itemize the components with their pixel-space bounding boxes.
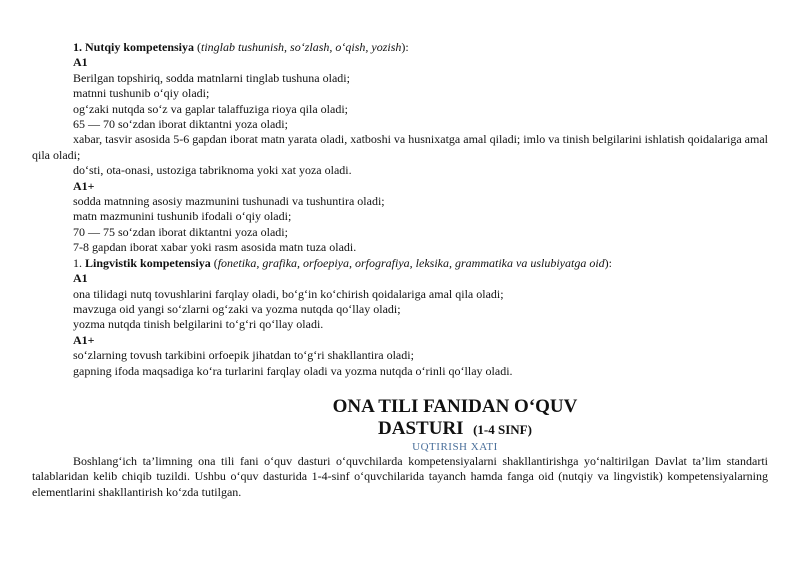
list-item: mavzuga oid yangi so‘zlarni og‘zaki va yozma nutqda qo‘llay oladi; bbox=[73, 301, 401, 316]
heading-paren-close: ): bbox=[604, 255, 612, 270]
list-item: Berilgan topshiriq, sodda matnlarni tinglab tushuna oladi; bbox=[73, 70, 350, 85]
list-item: 65 — 70 so‘zdan iborat diktantni yoza oladi; bbox=[73, 117, 288, 132]
section-heading-speech bbox=[32, 40, 768, 55]
spacer bbox=[32, 379, 768, 396]
title-line-2 bbox=[142, 418, 768, 441]
heading-paren-open: ( bbox=[194, 40, 202, 54]
list-item: so‘zlarning tovush tarkibini orfoepik jihatdan to‘g‘ri shakllantira oladi; bbox=[73, 348, 414, 363]
document-page bbox=[32, 40, 768, 500]
list-item: 70 — 75 so‘zdan iborat diktantni yoza oladi; bbox=[73, 224, 288, 239]
page-title bbox=[32, 396, 768, 441]
level-label-a1plus: A1+ bbox=[73, 178, 95, 193]
list-item: sodda matnning asosiy mazmunini tushunadi va tushuntira oladi; bbox=[73, 194, 385, 209]
list-item: gapning ifoda maqsadiga ko‘ra turlarini farqlay oladi va yozma nutqda o‘rinli qo‘llay oladi. bbox=[73, 363, 513, 378]
heading-paren-open: ( bbox=[210, 255, 218, 270]
page-subtitle: UQTIRISH XATI bbox=[412, 440, 498, 453]
list-item: matnni tushunib o‘qiy oladi; bbox=[73, 86, 210, 101]
list-item: ona tilidagi nutq tovushlarini farqlay oladi, bo‘g‘in ko‘chirish qoidalariga amal qila oladi; bbox=[73, 286, 504, 301]
list-item: 7-8 gapdan iborat xabar yoki rasm asosida matn tuza oladi. bbox=[73, 240, 357, 255]
heading-italic: tinglab tushunish, so‘zlash, o‘qish, yozish bbox=[201, 40, 402, 54]
list-item: yozma nutqda tinish belgilarini to‘g‘ri qo‘llay oladi. bbox=[73, 317, 324, 332]
list-item-long: xabar, tasvir asosida 5-6 gapdan iborat matn yarata oladi, xatboshi va husnixatga amal qiladi; imlo va tinish belgilarini ishlatish qoidalariga amal qila oladi; bbox=[32, 132, 768, 162]
title-grade: (1-4 SINF) bbox=[473, 421, 532, 437]
list-item: matn mazmunini tushunib ifodali o‘qiy oladi; bbox=[73, 209, 292, 224]
list-item: do‘sti, ota-onasi, ustoziga tabriknoma yoki xat yoza oladi. bbox=[73, 163, 352, 178]
intro-paragraph: Boshlang‘ich ta’limning ona tili fani o‘quv dasturi o‘quvchilarda kompetensiyalarni shakllantirishga yo‘naltirilgan Davlat ta’lim standarti talablaridan kelib chiqib tuzildi. Ushbu o‘quv dasturida 1-4-sinf o‘quvchilarida tayanch hamda fanga oid (nutqiy va lingvistik) kompetensiyalarning elementlarini shakllantirish ko‘zda tutilgan. bbox=[32, 453, 768, 499]
level-label-a1: A1 bbox=[73, 271, 88, 286]
heading-bold: 1. Nutqiy kompetensiya bbox=[73, 40, 195, 54]
title-line-1: ONA TILI FANIDAN O‘QUV bbox=[332, 395, 578, 417]
title-main: DASTURI bbox=[378, 417, 464, 439]
section-heading-linguistic bbox=[32, 256, 768, 271]
heading-italic: fonetika, grafika, orfoepiya, orfografiya, leksika, grammatika va uslubiyatga oid bbox=[217, 255, 605, 270]
level-label-a1plus: A1+ bbox=[73, 332, 95, 347]
heading-number: 1. bbox=[73, 255, 85, 270]
heading-bold: Lingvistik kompetensiya bbox=[85, 255, 211, 270]
heading-paren-close: ): bbox=[401, 40, 409, 54]
list-item: og‘zaki nutqda so‘z va gaplar talaffuziga rioya qila oladi; bbox=[73, 101, 349, 116]
level-label-a1: A1 bbox=[73, 55, 88, 70]
